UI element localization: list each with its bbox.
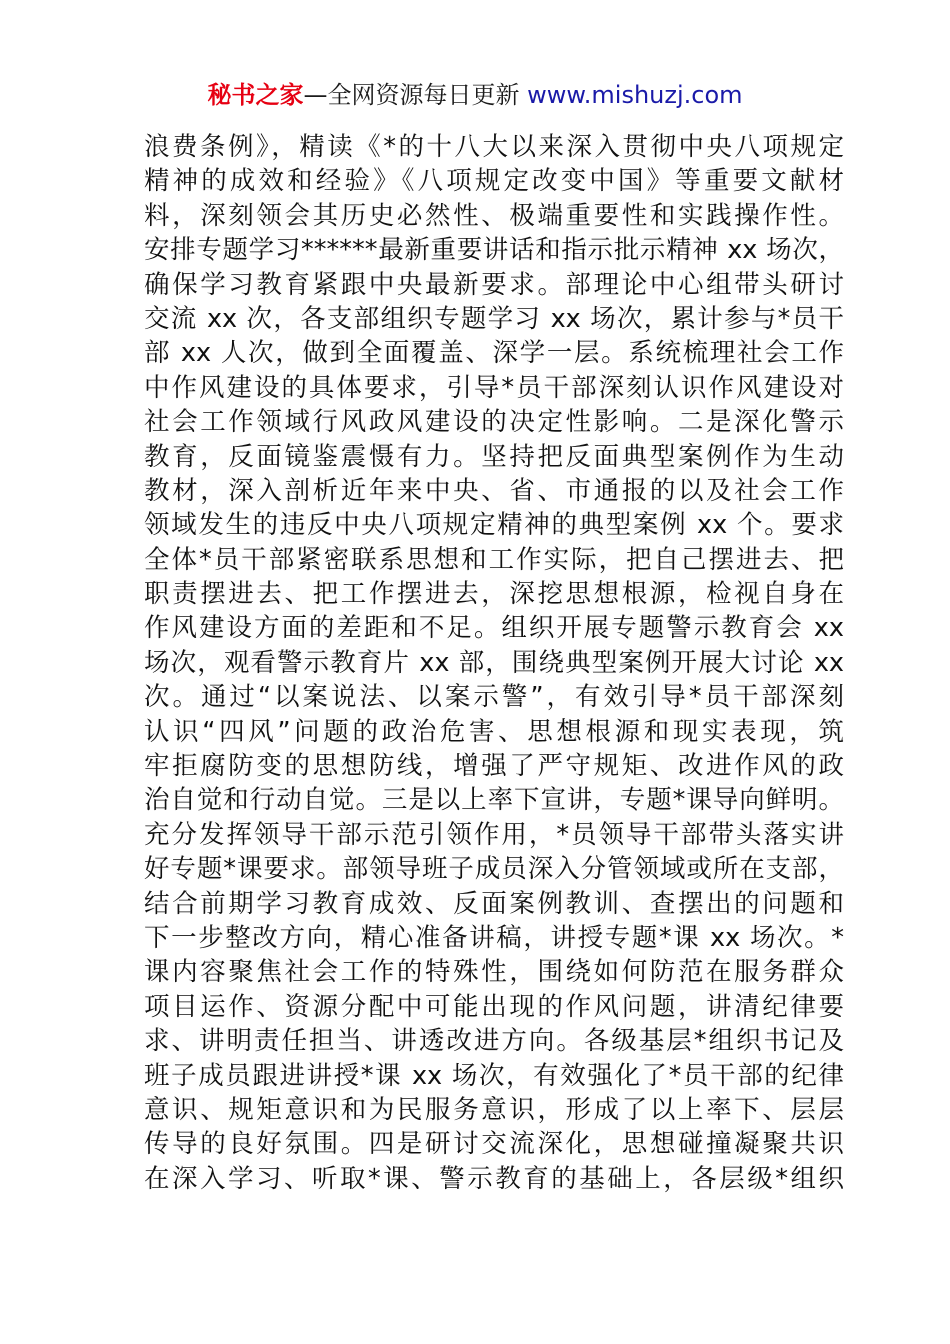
body-line: 结合前期学习教育成效、反面案例教训、查摆出的问题和 bbox=[144, 888, 844, 919]
body-line: 好专题*课要求。部领导班子成员深入分管领域或所在支部， bbox=[144, 854, 844, 885]
site-url: www.mishuzj.com bbox=[527, 81, 743, 109]
body-line: 课内容聚焦社会工作的特殊性，围绕如何防范在服务群众 bbox=[144, 957, 844, 988]
body-line: 安排专题学习******最新重要讲话和指示批示精神 xx 场次， bbox=[144, 235, 844, 266]
body-line: 教材，深入剖析近年来中央、省、市通报的以及社会工作 bbox=[144, 475, 844, 506]
body-line: 下一步整改方向，精心准备讲稿，讲授专题*课 xx 场次。* bbox=[144, 922, 844, 953]
body-line: 部 xx 人次，做到全面覆盖、深学一层。系统梳理社会工作 bbox=[144, 338, 844, 369]
body-line: 意识、规矩意识和为民服务意识，形成了以上率下、层层 bbox=[144, 1094, 844, 1125]
body-line: 精神的成效和经验》《八项规定改变中国》等重要文献材 bbox=[144, 166, 844, 197]
body-line: 牢拒腐防变的思想防线，增强了严守规矩、改进作风的政 bbox=[144, 751, 844, 782]
body-line: 中作风建设的具体要求，引导*员干部深刻认识作风建设对 bbox=[144, 372, 844, 403]
body-line: 确保学习教育紧跟中央最新要求。部理论中心组带头研讨 bbox=[144, 269, 844, 300]
body-line: 求、讲明责任担当、讲透改进方向。各级基层*组织书记及 bbox=[144, 1026, 844, 1057]
brand-name: 秘书之家 bbox=[207, 81, 304, 109]
body-line: 认识“四风”问题的政治危害、思想根源和现实表现，筑 bbox=[144, 716, 844, 747]
body-line: 场次，观看警示教育片 xx 部，围绕典型案例开展大讨论 xx bbox=[144, 647, 844, 678]
body-line: 次。通过“以案说法、以案示警”，有效引导*员干部深刻 bbox=[144, 682, 844, 713]
page-header bbox=[0, 78, 950, 112]
body-line: 料，深刻领会其历史必然性、极端重要性和实践操作性。 bbox=[144, 200, 844, 231]
header-slogan: —全网资源每日更新 bbox=[303, 81, 528, 109]
body-line: 交流 xx 次，各支部组织专题学习 xx 场次，累计参与*员干 bbox=[144, 303, 844, 334]
body-line: 领域发生的违反中央八项规定精神的典型案例 xx 个。要求 bbox=[144, 510, 844, 541]
body-line: 治自觉和行动自觉。三是以上率下宣讲，专题*课导向鲜明。 bbox=[144, 785, 844, 816]
body-line: 班子成员跟进讲授*课 xx 场次，有效强化了*员干部的纪律 bbox=[144, 1060, 844, 1091]
body-line: 作风建设方面的差距和不足。组织开展专题警示教育会 xx bbox=[144, 613, 844, 644]
document-body bbox=[144, 130, 844, 1196]
body-line: 传导的良好氛围。四是研讨交流深化，思想碰撞凝聚共识 bbox=[144, 1129, 844, 1160]
body-line: 在深入学习、听取*课、警示教育的基础上，各层级*组织 bbox=[144, 1163, 844, 1194]
body-line: 教育，反面镜鉴震慑有力。坚持把反面典型案例作为生动 bbox=[144, 441, 844, 472]
body-line: 浪费条例》，精读《*的十八大以来深入贯彻中央八项规定 bbox=[144, 132, 844, 162]
body-line: 社会工作领域行风政风建设的决定性影响。二是深化警示 bbox=[144, 407, 844, 438]
body-line: 职责摆进去、把工作摆进去，深挖思想根源，检视自身在 bbox=[144, 579, 844, 610]
body-line: 项目运作、资源分配中可能出现的作风问题，讲清纪律要 bbox=[144, 991, 844, 1022]
body-line: 充分发挥领导干部示范引领作用，*员领导干部带头落实讲 bbox=[144, 819, 844, 850]
body-line: 全体*员干部紧密联系思想和工作实际，把自己摆进去、把 bbox=[144, 544, 844, 575]
